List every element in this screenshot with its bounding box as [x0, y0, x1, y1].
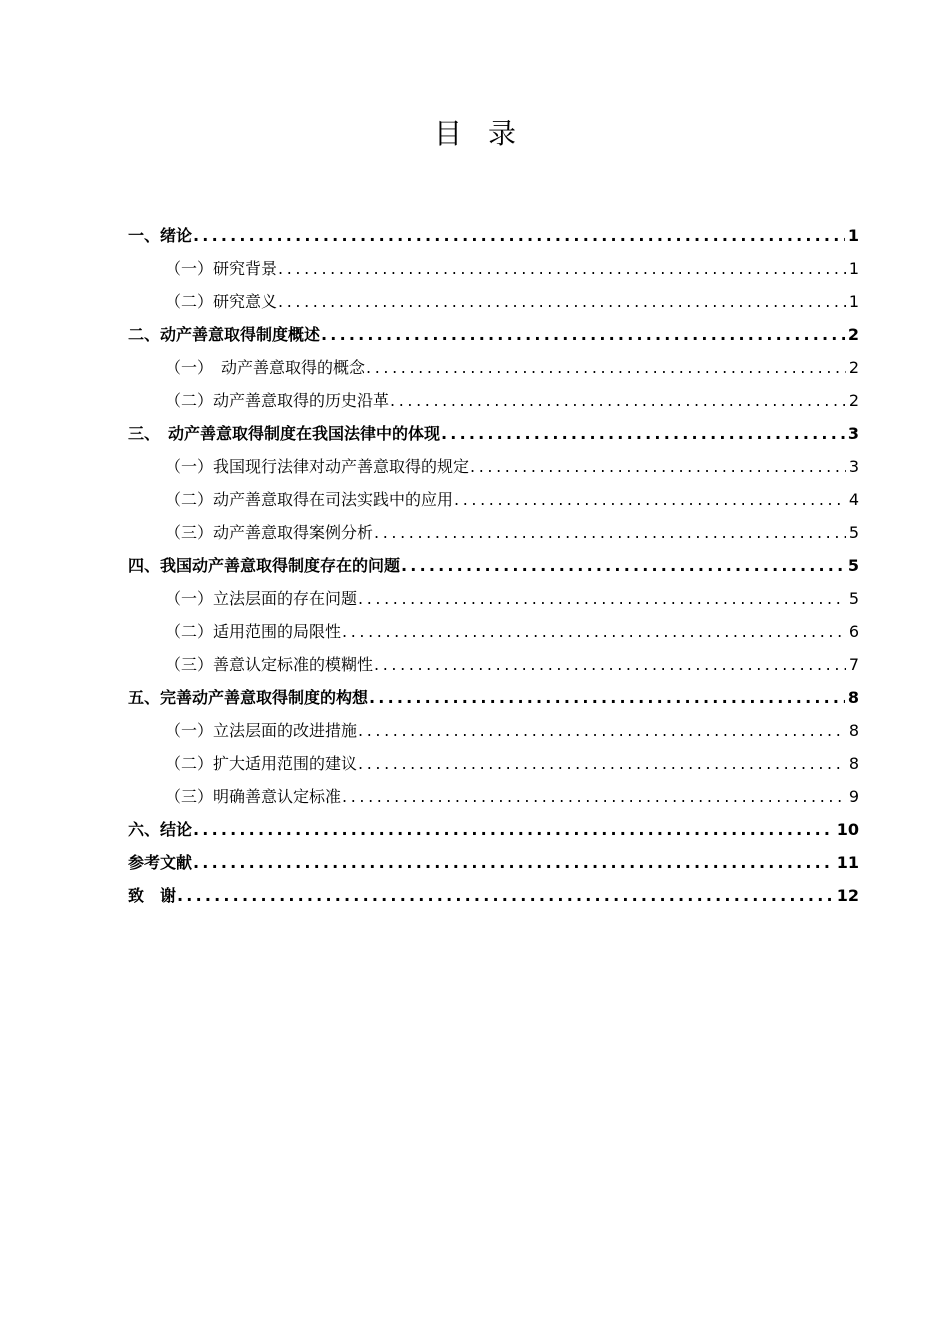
toc-entry-label: （一）立法层面的存在问题: [165, 589, 358, 608]
toc-section-entry[interactable]: [128, 648, 859, 681]
toc-page-number: 8: [848, 721, 859, 740]
toc-section-entry[interactable]: [128, 450, 859, 483]
toc-dot-leader: [374, 648, 846, 681]
toc-entry-label: 六、结论: [128, 820, 193, 839]
toc-section-entry[interactable]: [128, 351, 859, 384]
toc-chapter-entry[interactable]: [128, 417, 859, 450]
toc-page-number: 2: [848, 391, 859, 410]
toc-page-number: 8: [847, 688, 859, 707]
toc-page-number: 3: [848, 457, 859, 476]
toc-page-number: 12: [836, 886, 859, 905]
toc-entry-label: （二）研究意义: [165, 292, 278, 311]
toc-title: [0, 112, 950, 152]
toc-page-number: 1: [848, 259, 859, 278]
toc-dot-leader: [342, 780, 846, 813]
toc-section-entry[interactable]: [128, 285, 859, 318]
toc-page-number: 5: [848, 589, 859, 608]
toc-entry-label: （一）研究背景: [165, 259, 278, 278]
toc-page-number: 2: [848, 358, 859, 377]
toc-page-number: 11: [836, 853, 859, 872]
toc-section-entry[interactable]: [128, 252, 859, 285]
toc-entry-label: （二）适用范围的局限性: [165, 622, 342, 641]
table-of-contents: [128, 219, 859, 912]
toc-page-number: 1: [847, 226, 859, 245]
toc-dot-leader: [193, 813, 834, 846]
toc-page-number: 5: [847, 556, 859, 575]
toc-dot-leader: [374, 516, 846, 549]
toc-entry-label: 五、完善动产善意取得制度的构想: [128, 688, 369, 707]
toc-dot-leader: [390, 384, 846, 417]
toc-page-number: 10: [836, 820, 859, 839]
toc-page-number: 5: [848, 523, 859, 542]
toc-chapter-entry[interactable]: [128, 219, 859, 252]
toc-title-char-1: 目: [433, 117, 462, 150]
toc-dot-leader: [401, 549, 845, 582]
toc-chapter-entry[interactable]: [128, 549, 859, 582]
toc-page-number: 7: [848, 655, 859, 674]
toc-entry-label: 三、 动产善意取得制度在我国法律中的体现: [128, 424, 441, 443]
toc-entry-label: 一、绪论: [128, 226, 193, 245]
toc-section-entry[interactable]: [128, 384, 859, 417]
toc-dot-leader: [342, 615, 846, 648]
toc-entry-label: （三）动产善意取得案例分析: [165, 523, 374, 542]
toc-dot-leader: [366, 351, 846, 384]
toc-chapter-entry[interactable]: [128, 813, 859, 846]
toc-dot-leader: [278, 252, 846, 285]
toc-entry-label: 四、我国动产善意取得制度存在的问题: [128, 556, 401, 575]
toc-dot-leader: [177, 879, 834, 912]
toc-entry-label: （二）动产善意取得的历史沿革: [165, 391, 390, 410]
toc-entry-label: 参考文献: [128, 853, 193, 872]
toc-section-entry[interactable]: [128, 747, 859, 780]
toc-page-number: 3: [847, 424, 859, 443]
toc-dot-leader: [369, 681, 845, 714]
toc-dot-leader: [358, 747, 846, 780]
toc-entry-label: （二）动产善意取得在司法实践中的应用: [165, 490, 454, 509]
toc-dot-leader: [193, 846, 834, 879]
toc-dot-leader: [441, 417, 845, 450]
toc-chapter-entry[interactable]: [128, 318, 859, 351]
toc-chapter-entry[interactable]: [128, 846, 859, 879]
toc-dot-leader: [193, 219, 845, 252]
toc-page-number: 1: [848, 292, 859, 311]
toc-page-number: 8: [848, 754, 859, 773]
toc-section-entry[interactable]: [128, 714, 859, 747]
toc-entry-label: （一）我国现行法律对动产善意取得的规定: [165, 457, 470, 476]
toc-dot-leader: [278, 285, 846, 318]
toc-entry-label: （二）扩大适用范围的建议: [165, 754, 358, 773]
toc-section-entry[interactable]: [128, 483, 859, 516]
toc-entry-label: 二、动产善意取得制度概述: [128, 325, 321, 344]
toc-page-number: 2: [847, 325, 859, 344]
toc-chapter-entry[interactable]: [128, 879, 859, 912]
toc-section-entry[interactable]: [128, 615, 859, 648]
toc-entry-label: 致 谢: [128, 886, 177, 905]
toc-dot-leader: [321, 318, 845, 351]
toc-section-entry[interactable]: [128, 780, 859, 813]
toc-entry-label: （三）明确善意认定标准: [165, 787, 342, 806]
toc-dot-leader: [358, 714, 846, 747]
toc-section-entry[interactable]: [128, 582, 859, 615]
toc-page-number: 6: [848, 622, 859, 641]
toc-entry-label: （三）善意认定标准的模糊性: [165, 655, 374, 674]
toc-chapter-entry[interactable]: [128, 681, 859, 714]
toc-dot-leader: [470, 450, 846, 483]
toc-page-number: 4: [848, 490, 859, 509]
toc-page-number: 9: [848, 787, 859, 806]
toc-entry-label: （一）立法层面的改进措施: [165, 721, 358, 740]
toc-dot-leader: [358, 582, 846, 615]
toc-dot-leader: [454, 483, 846, 516]
toc-entry-label: （一） 动产善意取得的概念: [165, 358, 366, 377]
toc-title-char-2: 录: [488, 117, 517, 150]
toc-section-entry[interactable]: [128, 516, 859, 549]
